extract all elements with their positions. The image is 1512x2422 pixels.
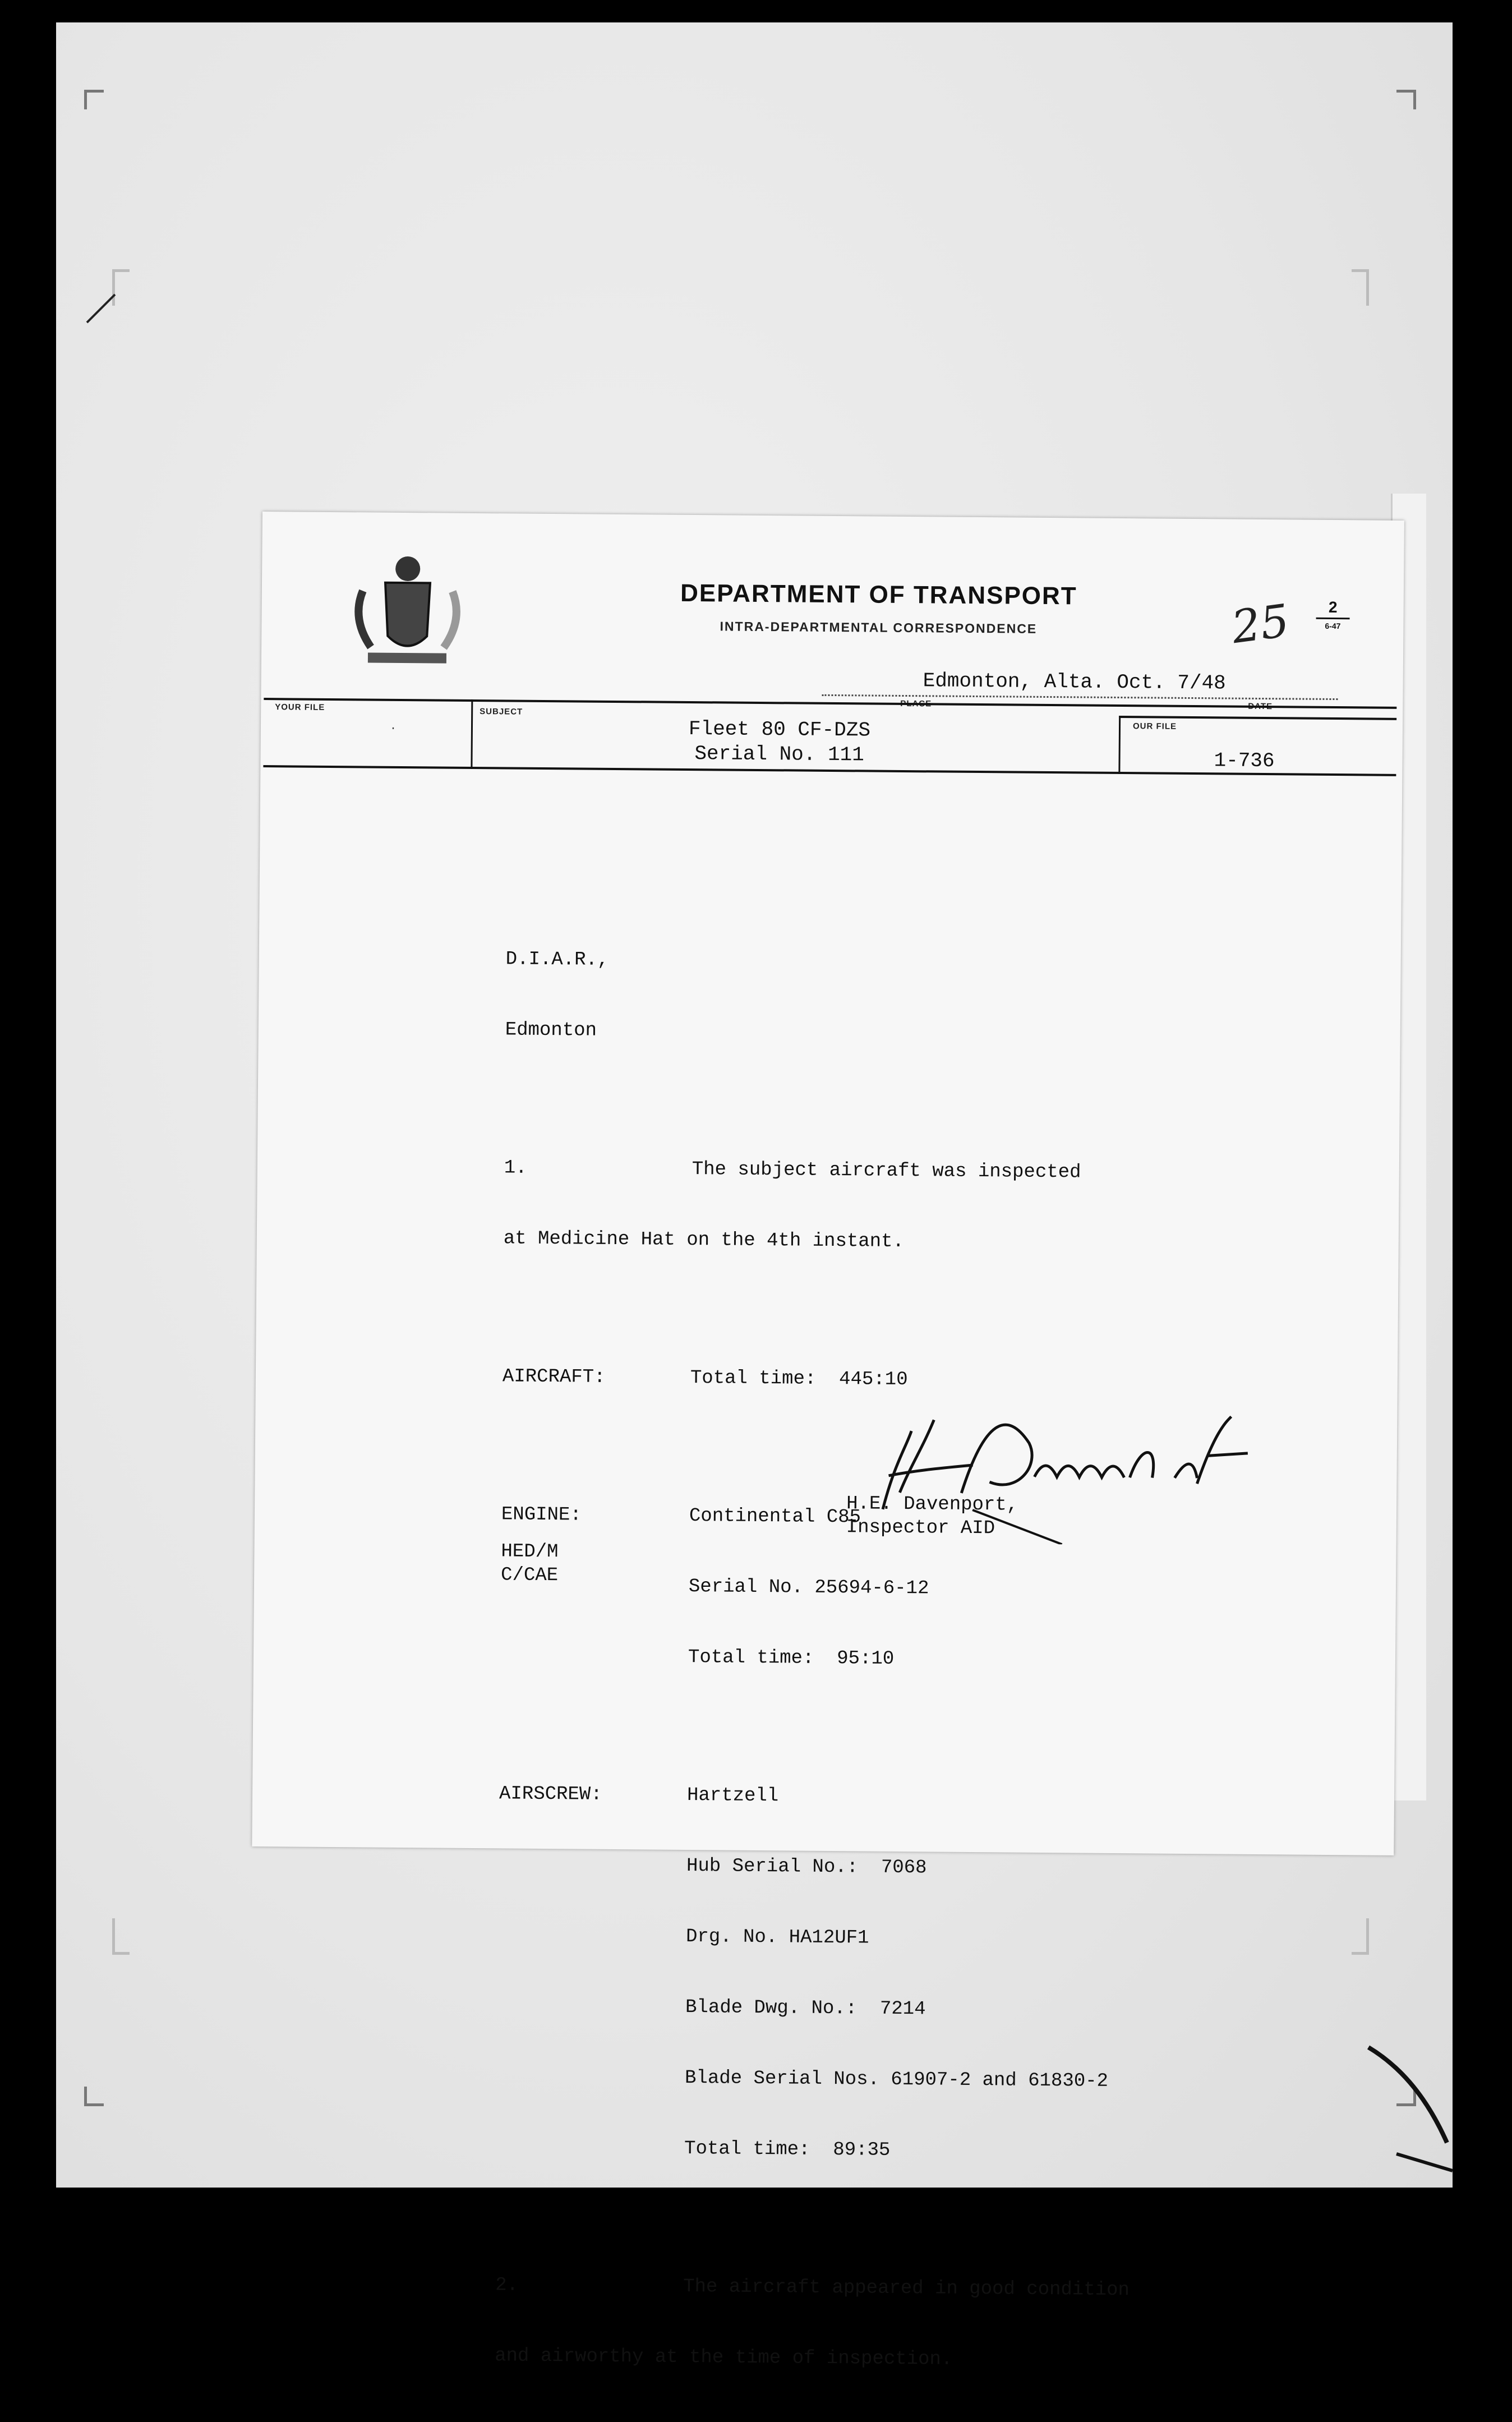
airscrew-total-time: Total time: 89:35 (684, 2138, 891, 2161)
airscrew-total-row (496, 2135, 1338, 2166)
blade-serials: Blade Serial Nos. 61907-2 and 61830-2 (684, 2068, 1109, 2092)
corner-mark-top-right (1396, 90, 1416, 109)
handwritten-page-number: 25 (1228, 594, 1292, 654)
drg-no-row (498, 1923, 1339, 1954)
our-file-label: OUR FILE (1132, 721, 1177, 731)
our-file-rule (1119, 716, 1396, 720)
your-file-label: YOUR FILE (275, 702, 325, 712)
subject-line-1: Fleet 80 CF-DZS (688, 717, 871, 742)
blade-dwg-row (497, 1994, 1339, 2024)
coat-of-arms-icon (345, 551, 470, 670)
date-label: DATE (1248, 701, 1273, 712)
aircraft-row (503, 1365, 1344, 1395)
engine-serial: Serial No. 25694-6-12 (688, 1576, 929, 1600)
signatory-title: Inspector AID (846, 1517, 995, 1540)
form-number-bottom: 6-47 (1325, 621, 1341, 631)
corner-mark-bottom-left (84, 2087, 104, 2106)
subject-label: SUBJECT (480, 707, 523, 717)
pen-mark-icon (84, 292, 118, 325)
hub-serial: Hub Serial No.: 7068 (686, 1855, 927, 1879)
our-file-value: 1-736 (1214, 749, 1275, 773)
place-date: Edmonton, Alta. Oct. 7/48 (923, 669, 1226, 695)
corner-mark-top-left (84, 90, 104, 109)
addressee-line-2: Edmonton (505, 1019, 597, 1042)
memo-body (494, 900, 1347, 2421)
para2-number: 2. (495, 2274, 519, 2296)
header-divider-2 (1118, 716, 1121, 774)
initials-line-1: HED/M (501, 1541, 559, 1563)
blade-serials-row (497, 2065, 1338, 2095)
aircraft-total-time: Total time: 445:10 (690, 1367, 908, 1391)
subject-line-2: Serial No. 111 (694, 742, 865, 767)
para1-line-2: at Medicine Hat on the 4th instant. (503, 1228, 905, 1253)
engine-make: Continental C85 (689, 1505, 861, 1528)
place-date-dotted-line (822, 694, 1338, 700)
engine-serial-row (501, 1573, 1342, 1604)
airscrew-make: Hartzell (686, 1785, 779, 1807)
memo-sheet (252, 512, 1404, 2370)
form-number-top: 2 (1316, 598, 1350, 619)
hub-serial-row (499, 1853, 1340, 1883)
subject-field (597, 716, 962, 768)
form-number (1316, 598, 1349, 630)
film-scratch-icon (1363, 2042, 1458, 2176)
para2-line-2: and airworthy at the time of inspection. (495, 2345, 953, 2370)
frame-bracket-top-right (1352, 269, 1369, 306)
department-title: DEPARTMENT OF TRANSPORT (680, 579, 1077, 610)
your-file-value: . (389, 720, 397, 733)
reference-initials (501, 1540, 559, 1587)
signature-block (846, 1492, 1018, 1540)
airscrew-row (499, 1782, 1340, 1812)
engine-total-time: Total time: 95:10 (688, 1647, 895, 1670)
engine-label: ENGINE: (501, 1504, 582, 1526)
engine-total-row (500, 1644, 1342, 1674)
header-divider-1 (471, 699, 473, 769)
para2-text-1: The aircraft appeared in good condition (683, 2276, 1130, 2301)
para2-line-1 (495, 2273, 1336, 2304)
frame-bracket-bottom-left (112, 1918, 130, 1955)
para1-number: 1. (504, 1157, 527, 1179)
addressee-line-1: D.I.A.R., (505, 948, 609, 971)
airscrew-label: AIRSCREW: (499, 1783, 602, 1806)
para1-line-1 (504, 1156, 1345, 1186)
frame-bracket-bottom-right (1352, 1918, 1369, 1955)
blade-dwg: Blade Dwg. No.: 7214 (685, 1997, 926, 2020)
para1-text-1: The subject aircraft was inspected (692, 1159, 1081, 1184)
place-label: PLACE (900, 698, 932, 709)
drg-no: Drg. No. HA12UF1 (685, 1926, 869, 1949)
signatory-name: H.E. Davenport, (846, 1493, 1018, 1516)
aircraft-label: AIRCRAFT: (502, 1366, 606, 1388)
initials-line-2: C/CAE (500, 1564, 559, 1587)
department-subtitle: INTRA-DEPARTMENTAL CORRESPONDENCE (720, 619, 1038, 636)
